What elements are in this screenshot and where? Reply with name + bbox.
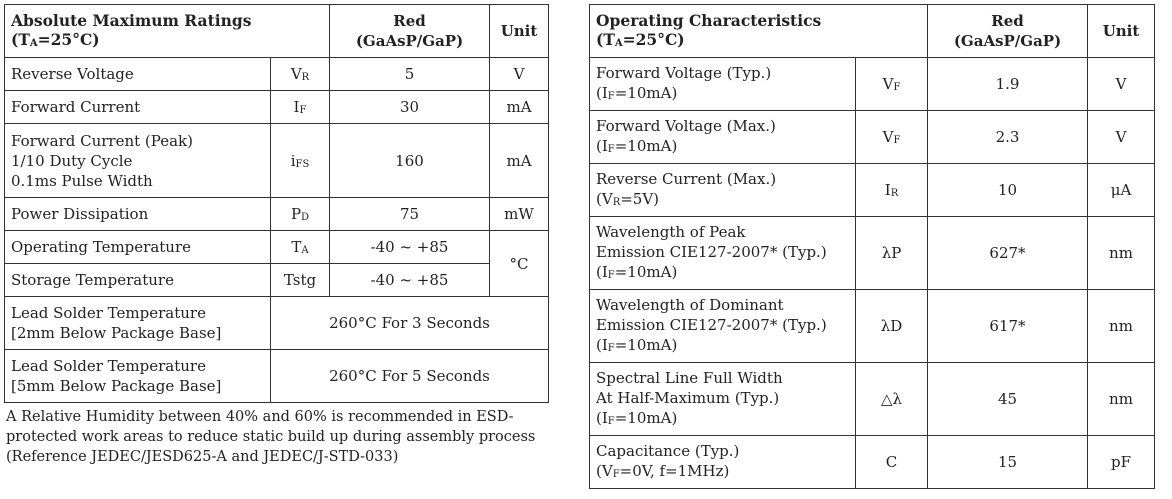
unit-cell: °C: [490, 231, 549, 297]
condition-rest: =10mA): [614, 408, 678, 427]
condition-main: (I: [596, 136, 608, 155]
condition-prefix: (T: [596, 29, 615, 49]
table-row: [5, 297, 549, 350]
condition-sub: A: [614, 37, 623, 49]
condition-rest: =10mA): [614, 335, 678, 354]
param-condition: [596, 136, 849, 159]
value-cell: 1.9: [928, 58, 1088, 111]
param-condition: [596, 408, 849, 431]
unit-cell: V: [1088, 111, 1155, 164]
condition-sub: A: [29, 37, 38, 49]
param-cell: Forward Current: [5, 91, 271, 124]
symbol-main: △λ: [880, 390, 903, 408]
symbol-sub: F: [299, 105, 307, 116]
symbol-main: λD: [880, 317, 903, 335]
table-row: [5, 58, 549, 91]
unit-cell: μA: [1088, 164, 1155, 217]
table-row: [590, 164, 1155, 217]
symbol-sub: R: [301, 72, 310, 83]
value-cell: 45: [928, 363, 1088, 436]
unit-cell: mW: [490, 198, 549, 231]
value-cell: 75: [330, 198, 490, 231]
symbol-main: P: [290, 205, 302, 223]
table-row: [590, 363, 1155, 436]
table-condition: [596, 30, 921, 52]
symbol-cell: [856, 58, 928, 111]
table-title: Operating Characteristics: [596, 10, 822, 30]
table-row: [590, 217, 1155, 290]
condition-sub: F: [607, 90, 615, 102]
param-condition: [596, 335, 849, 358]
symbol-main: V: [882, 75, 894, 93]
unit-cell: V: [490, 58, 549, 91]
symbol-cell: [856, 290, 928, 363]
condition-rest: =0V, f=1MHz): [619, 461, 730, 480]
table-row: [590, 58, 1155, 111]
param-cell: Reverse Voltage: [5, 58, 271, 91]
param-cell: Lead Solder Temperature [2mm Below Package Base]: [5, 297, 271, 350]
symbol-cell: [271, 264, 330, 297]
condition-rest: =10mA): [614, 83, 678, 102]
condition-suffix: =25°C): [622, 29, 685, 49]
value-cell: 617*: [928, 290, 1088, 363]
symbol-sub: F: [893, 82, 901, 93]
param-cell: [590, 217, 856, 290]
material-column-header: Red (GaAsP/GaP): [330, 5, 490, 58]
value-cell: 160: [330, 124, 490, 198]
symbol-cell: [856, 111, 928, 164]
symbol-cell: [271, 198, 330, 231]
value-cell: -40 ~ +85: [330, 264, 490, 297]
table-header-row: [590, 5, 1155, 58]
param-cell: Power Dissipation: [5, 198, 271, 231]
value-cell: -40 ~ +85: [330, 231, 490, 264]
value-cell: 260°C For 5 Seconds: [271, 350, 549, 403]
esd-note: A Relative Humidity between 40% and 60% is recommended in ESD-protected work areas to reduce static build up during assembly process (Reference JEDEC/JESD625-A and JEDEC/J-STD-033): [6, 409, 536, 465]
condition-main: (I: [596, 262, 608, 281]
param-cell: Operating Temperature: [5, 231, 271, 264]
condition-rest: =10mA): [614, 262, 678, 281]
value-cell: 15: [928, 436, 1088, 489]
param-condition: [596, 83, 849, 106]
absolute-max-ratings-table: [4, 4, 549, 403]
operating-characteristics-table: [589, 4, 1155, 489]
table-row: [5, 231, 549, 264]
param-condition: [596, 189, 849, 212]
table-title-cell: [5, 5, 330, 58]
param-cell: [590, 290, 856, 363]
value-cell: 260°C For 3 Seconds: [271, 297, 549, 350]
symbol-main: Tstg: [283, 271, 317, 289]
condition-sub: F: [607, 269, 615, 281]
table-row: [5, 124, 549, 198]
symbol-main: T: [291, 238, 302, 256]
condition-sub: F: [607, 415, 615, 427]
symbol-main: I: [884, 181, 891, 199]
material-column-header: Red (GaAsP/GaP): [928, 5, 1088, 58]
condition-rest: =10mA): [614, 136, 678, 155]
condition-sub: R: [612, 196, 621, 208]
param-cell: [590, 436, 856, 489]
param-condition: [596, 262, 849, 285]
condition-sub: F: [607, 143, 615, 155]
table-row: [590, 290, 1155, 363]
param-name: Capacitance (Typ.): [596, 441, 740, 460]
symbol-sub: D: [301, 212, 310, 223]
table-row: [5, 350, 549, 403]
unit-cell: mA: [490, 124, 549, 198]
unit-cell: mA: [490, 91, 549, 124]
symbol-cell: [271, 231, 330, 264]
condition-sub: F: [607, 342, 615, 354]
param-name: Spectral Line Full Width At Half-Maximum (Typ.): [596, 368, 783, 407]
unit-cell: nm: [1088, 217, 1155, 290]
symbol-main: i: [290, 151, 296, 170]
unit-cell: pF: [1088, 436, 1155, 489]
param-cell: [590, 363, 856, 436]
table-title-cell: [590, 5, 928, 58]
param-cell: [590, 164, 856, 217]
symbol-cell: [856, 217, 928, 290]
symbol-cell: [856, 363, 928, 436]
param-name: Wavelength of Dominant Emission CIE127-2007* (Typ.): [596, 295, 827, 334]
unit-cell: V: [1088, 58, 1155, 111]
symbol-main: V: [882, 128, 894, 146]
symbol-cell: [856, 436, 928, 489]
value-cell: 627*: [928, 217, 1088, 290]
value-cell: 30: [330, 91, 490, 124]
value-cell: 10: [928, 164, 1088, 217]
table-row: [5, 91, 549, 124]
param-name: Forward Voltage (Typ.): [596, 63, 772, 82]
param-condition: [596, 461, 849, 484]
value-cell: 2.3: [928, 111, 1088, 164]
table-row: [5, 264, 549, 297]
symbol-main: V: [290, 65, 302, 83]
param-cell: [590, 111, 856, 164]
symbol-cell: [271, 58, 330, 91]
condition-rest: =5V): [620, 189, 660, 208]
unit-column-header: Unit: [1088, 5, 1155, 58]
symbol-sub: A: [301, 245, 309, 256]
unit-column-header: Unit: [490, 5, 549, 58]
table-title: Absolute Maximum Ratings: [11, 10, 252, 30]
param-cell: Forward Current (Peak) 1/10 Duty Cycle 0.1ms Pulse Width: [5, 124, 271, 198]
value-cell: 5: [330, 58, 490, 91]
condition-main: (V: [596, 189, 613, 208]
param-cell: Storage Temperature: [5, 264, 271, 297]
table-header-row: [5, 5, 549, 58]
param-name: Reverse Current (Max.): [596, 169, 777, 188]
condition-suffix: =25°C): [37, 29, 100, 49]
symbol-cell: [271, 124, 330, 198]
param-name: Forward Voltage (Max.): [596, 116, 776, 135]
symbol-cell: [856, 164, 928, 217]
param-cell: [590, 58, 856, 111]
symbol-cell: [271, 91, 330, 124]
table-condition: [11, 30, 323, 52]
symbol-sub: FS: [295, 158, 310, 170]
condition-main: (I: [596, 335, 608, 354]
symbol-main: λP: [881, 244, 902, 262]
symbol-main: I: [293, 98, 300, 116]
table-row: [590, 111, 1155, 164]
table-row: [590, 436, 1155, 489]
param-name: Wavelength of Peak Emission CIE127-2007* (Typ.): [596, 222, 827, 261]
symbol-sub: F: [893, 135, 901, 146]
condition-main: (I: [596, 408, 608, 427]
condition-prefix: (T: [11, 29, 30, 49]
param-cell: Lead Solder Temperature [5mm Below Package Base]: [5, 350, 271, 403]
symbol-main: C: [885, 453, 898, 471]
condition-sub: F: [612, 468, 620, 480]
table-row: [5, 198, 549, 231]
unit-cell: nm: [1088, 290, 1155, 363]
condition-main: (V: [596, 461, 613, 480]
symbol-sub: R: [890, 188, 899, 199]
condition-main: (I: [596, 83, 608, 102]
unit-cell: nm: [1088, 363, 1155, 436]
